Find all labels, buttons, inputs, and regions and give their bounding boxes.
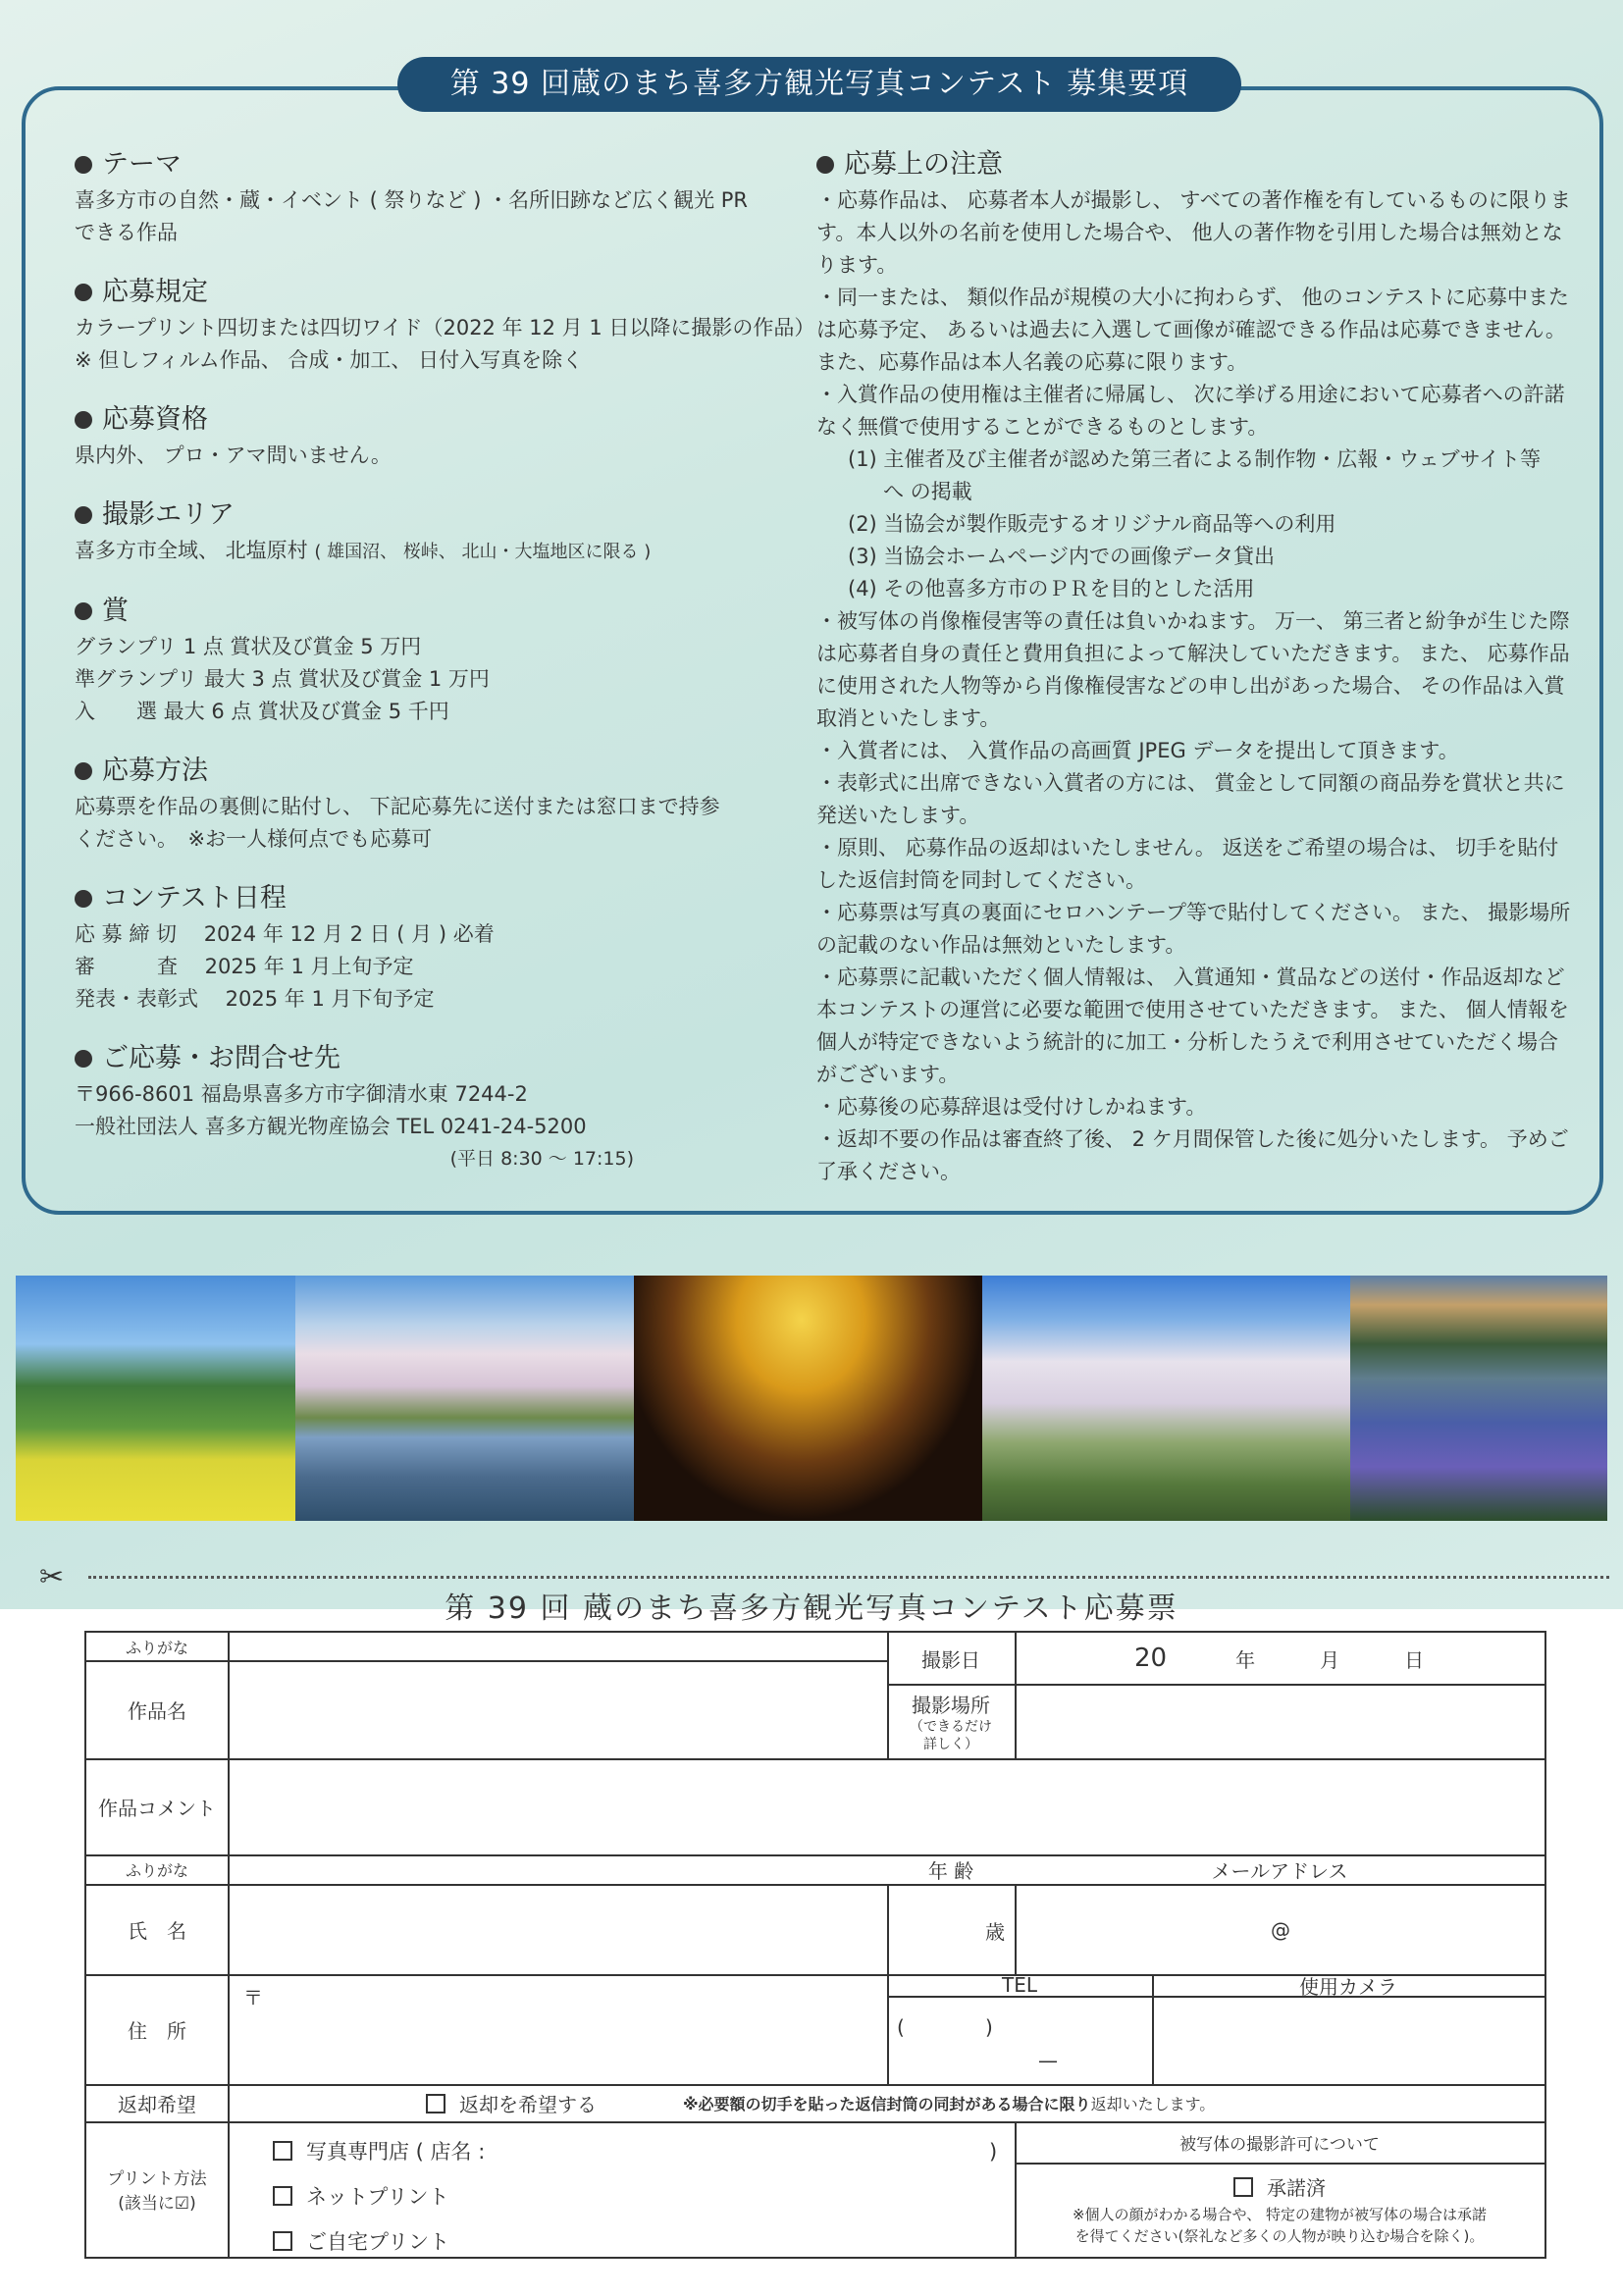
work-title-label: 作品名 <box>128 1698 186 1723</box>
age-label: 年 齢 <box>927 1858 974 1883</box>
bullet-icon <box>75 602 92 620</box>
permission-note: ※個人の顔がわかる場合や、 特定の建物が被写体の場合は承諾 <box>1072 2206 1488 2223</box>
tel-dash: — <box>1038 2049 1058 2072</box>
camera-field[interactable] <box>1154 1998 1544 2084</box>
notice-item: ・同一または、 類似作品が規模の大小に拘わらず、 他のコンテストに応募中または応募予定、 あるいは過去に入選して画像が確認できる作品は応募できません。 また、応募作品は本人名義の応募に限ります。 <box>816 286 1569 374</box>
notice-item: ・入賞作品の使用権は主催者に帰属し、 次に挙げる用途において応募者への許諾なく無償で使用することができるものとします。 <box>816 383 1565 439</box>
text-line: 喜多方市の自然・蔵・イベント ( 祭りなど ) ・名所旧跡など広く観光 PR <box>75 188 749 212</box>
comment-label: 作品コメント <box>98 1796 216 1820</box>
day-unit: 日 <box>1404 1647 1425 1672</box>
bullet-icon <box>75 762 92 780</box>
notice-item: ・被写体の肖像権侵害等の責任は負いかねます。 万一、 第三者と紛争が生じた際は応募者自身の責任と費用負担によって解決していただきます。 また、 応募作品に使用された人物等から肖像権侵害などの申し出があった場合、 その作品は入賞取消といたします。 <box>816 609 1570 730</box>
month-unit: 月 <box>1320 1647 1340 1672</box>
furigana-label: ふりがな <box>125 1638 188 1657</box>
section-heading: テーマ <box>102 149 182 180</box>
print-option-label: 写真専門店 ( 店名 : <box>306 2140 486 2164</box>
age-field[interactable] <box>889 1886 1015 1974</box>
section-prize <box>75 592 801 728</box>
phone-line: 一般社団法人 喜多方観光物産協会 TEL 0241-24-5200 <box>75 1115 587 1138</box>
notice-item: ・応募作品は、 応募者本人が撮影し、 すべての著作権を有しているものに限ります。本人以外の名前を使用した場合や、 他人の著作物を引用した場合は無効となります。 <box>816 188 1571 277</box>
comment-field[interactable] <box>230 1760 1544 1854</box>
bullet-icon <box>75 506 92 524</box>
name-field[interactable] <box>230 1886 887 1974</box>
right-column <box>816 145 1572 1188</box>
photo-strip <box>16 1276 1607 1521</box>
section-contact <box>75 1039 801 1175</box>
prize-line: グランプリ 1 点 賞状及び賞金 5 万円 <box>75 635 422 658</box>
paren-close: ) <box>989 2140 998 2164</box>
section-heading: ご応募・お問合せ先 <box>102 1043 340 1073</box>
print-option-label: ご自宅プリント <box>306 2230 450 2254</box>
dotted-divider <box>88 1576 1609 1579</box>
checkbox-icon[interactable] <box>426 2094 445 2113</box>
shoot-date-label: 撮影日 <box>921 1647 980 1672</box>
notice-subitem: (3) 当協会ホームページ内での画像データ貸出 <box>848 545 1276 568</box>
paren-close: ) <box>985 2015 993 2039</box>
print-option-net[interactable] <box>273 2174 999 2219</box>
text-line: カラープリント四切または四切ワイド（2022 年 12 月 1 日以降に撮影の作品） <box>75 316 815 339</box>
address-line: 〒966-8601 福島県喜多方市字御清水東 7244-2 <box>75 1082 528 1106</box>
return-option-label: 返却を希望する <box>459 2092 597 2116</box>
permission-box <box>1015 2163 1544 2257</box>
section-theme <box>75 145 801 249</box>
shoot-place-note: （できるだけ <box>910 1718 992 1735</box>
photo-cherry-river <box>295 1276 634 1521</box>
print-label-note: (該当に☑) <box>118 2194 196 2214</box>
cut-line <box>39 1560 1609 1594</box>
photo-iris-garden <box>1350 1276 1607 1521</box>
email-field[interactable] <box>1017 1886 1544 1974</box>
photo-rapeseed-field <box>16 1276 295 1521</box>
section-heading: 賞 <box>102 596 129 626</box>
notice-subitem: へ の掲載 <box>883 480 972 503</box>
bullet-icon <box>816 156 834 174</box>
address-field[interactable] <box>230 1976 887 2084</box>
furigana-label: ふりがな <box>125 1860 188 1880</box>
notice-item: ・返却不要の作品は審査終了後、 2 ケ月間保管した後に処分いたします。 予めご了承ください。 <box>816 1127 1569 1183</box>
shoot-date-field[interactable] <box>1017 1633 1544 1684</box>
notice-item: ・入賞者には、 入賞作品の高画質 JPEG データを提出して頂きます。 <box>816 739 1459 762</box>
checkbox-icon[interactable] <box>273 2186 292 2206</box>
text-line: ※ 但しフィルム作品、 合成・加工、 日付入写真を除く <box>75 348 584 372</box>
return-note: ※必要額の切手を貼った返信封筒の同封がある場合に限り <box>683 2094 1091 2113</box>
checkbox-icon[interactable] <box>273 2141 292 2161</box>
section-eligibility <box>75 400 801 472</box>
photo-cherry-trees <box>982 1276 1350 1521</box>
office-hours: (平日 8:30 ～ 17:15) <box>449 1148 634 1170</box>
print-options <box>273 2129 999 2265</box>
text-line: できる作品 <box>75 221 178 244</box>
name-label: 氏 名 <box>128 1918 186 1943</box>
notice-subitem: (2) 当協会が製作販売するオリジナル商品等への利用 <box>848 512 1336 536</box>
scissors-icon: ✂ <box>39 1560 65 1594</box>
left-column <box>75 145 815 1199</box>
notice-item: ・表彰式に出席できない入賞者の方には、 賞金として同額の商品券を賞状と共に発送いたします。 <box>816 771 1565 827</box>
title-furigana-field[interactable] <box>230 1633 887 1660</box>
tel-label: TEL <box>1002 1973 1037 1997</box>
tel-field[interactable] <box>889 1998 1152 2084</box>
postal-mark: 〒 <box>243 1986 263 2009</box>
return-note: 返却いたします。 <box>1090 2094 1216 2113</box>
section-method <box>75 752 801 856</box>
notice-item: ・応募後の応募辞退は受付けしかねます。 <box>816 1095 1207 1119</box>
notice-subitem: (4) その他喜多方市のＰＲを目的とした活用 <box>848 577 1255 600</box>
bullet-icon <box>75 411 92 429</box>
text-line: ください。 ※お一人様何点でも応募可 <box>75 827 433 851</box>
permission-option-label: 承諾済 <box>1267 2176 1326 2200</box>
entry-form-title: 第 39 回 蔵のまち喜多方観光写真コンテスト応募票 <box>445 1592 1178 1626</box>
at-sign: @ <box>1271 1918 1290 1942</box>
bullet-icon <box>75 890 92 908</box>
bullet-icon <box>75 156 92 174</box>
print-option-label: ネットプリント <box>306 2185 449 2209</box>
section-heading: 撮影エリア <box>102 499 235 530</box>
checkbox-icon[interactable] <box>273 2231 292 2251</box>
return-label: 返却希望 <box>118 2092 196 2116</box>
camera-label: 使用カメラ <box>1299 1974 1397 1999</box>
work-title-field[interactable] <box>230 1662 887 1758</box>
prize-line: 入 選 最大 6 点 賞状及び賞金 5 千円 <box>75 700 449 723</box>
schedule-line: 審 査 2025 年 1 月上旬予定 <box>75 955 414 978</box>
section-area <box>75 496 801 568</box>
print-method-label <box>86 2121 228 2257</box>
address-label: 住 所 <box>128 2018 186 2043</box>
entry-form <box>84 1631 1546 2259</box>
photo-ginkgo-temple <box>634 1276 982 1521</box>
year-prefix: 20 <box>1134 1644 1168 1673</box>
notice-subitem: (1) 主催者及び主催者が認めた第三者による制作物・広報・ウェブサイト等 <box>848 447 1542 471</box>
section-heading: コンテスト日程 <box>102 883 287 913</box>
text-line: 喜多方市全域、 北塩原村 <box>75 539 308 562</box>
email-label: メールアドレス <box>1211 1858 1348 1883</box>
return-checkbox[interactable] <box>426 2089 597 2117</box>
section-heading: 応募上の注意 <box>844 149 1003 180</box>
shoot-place-text: 撮影場所 <box>912 1693 990 1717</box>
print-option-home[interactable] <box>273 2219 999 2265</box>
permission-title: 被写体の撮影許可について <box>1179 2134 1380 2155</box>
return-row <box>230 2084 1544 2121</box>
bullet-icon <box>75 1050 92 1068</box>
section-heading: 応募資格 <box>102 404 208 435</box>
text-line: 県内外、 プロ・アマ問いません。 <box>75 444 392 467</box>
section-schedule <box>75 879 801 1016</box>
notice-item: ・応募票に記載いただく個人情報は、 入賞通知・賞品などの送付・作品返却など本コンテストの運営に必要な範囲で使用させていただきます。 また、 個人情報を個人が特定できないよう統計的に加工・分析したうえで利用させていただく場合がございます。 <box>816 965 1569 1086</box>
text-line-small: ( 雄国沼、 桜峠、 北山・大塩地区に限る ) <box>314 542 652 562</box>
paren-open: ( <box>897 2015 905 2039</box>
bullet-icon <box>75 284 92 301</box>
schedule-line: 応 募 締 切 2024 年 12 月 2 日 ( 月 ) 必着 <box>75 922 495 946</box>
checkbox-icon[interactable] <box>1233 2177 1253 2197</box>
notice-item: ・原則、 応募作品の返却はいたしません。 返送をご希望の場合は、 切手を貼付した返信封筒を同封してください。 <box>816 836 1559 892</box>
year-unit: 年 <box>1235 1647 1256 1672</box>
permission-note: を得てください(祭礼など多くの人物が映り込む場合を除く)。 <box>1074 2227 1485 2245</box>
shoot-place-label <box>887 1684 1015 1758</box>
name-furigana-field[interactable] <box>230 1854 887 1884</box>
page-title: 第 39 回蔵のまち喜多方観光写真コンテスト 募集要項 <box>397 57 1241 112</box>
section-heading: 応募方法 <box>102 756 208 786</box>
prize-line: 準グランプリ 最大 3 点 賞状及び賞金 1 万円 <box>75 667 490 691</box>
age-unit: 歳 <box>985 1919 1005 1944</box>
section-heading: 応募規定 <box>102 277 208 307</box>
permission-checkbox[interactable] <box>1233 2172 1326 2204</box>
schedule-line: 発表・表彰式 2025 年 1 月下旬予定 <box>75 987 435 1011</box>
text-line: 応募票を作品の裏側に貼付し、 下記応募先に送付または窓口まで持参 <box>75 795 720 818</box>
notice-item: ・応募票は写真の裏面にセロハンテープ等で貼付してください。 また、 撮影場所の記載のない作品は無効といたします。 <box>816 901 1571 957</box>
print-option-shop[interactable] <box>273 2129 999 2174</box>
section-rules <box>75 273 815 377</box>
shoot-place-field[interactable] <box>1017 1686 1544 1758</box>
print-label: プリント方法 <box>107 2169 207 2189</box>
shoot-place-note: 詳しく） <box>923 1736 978 1752</box>
